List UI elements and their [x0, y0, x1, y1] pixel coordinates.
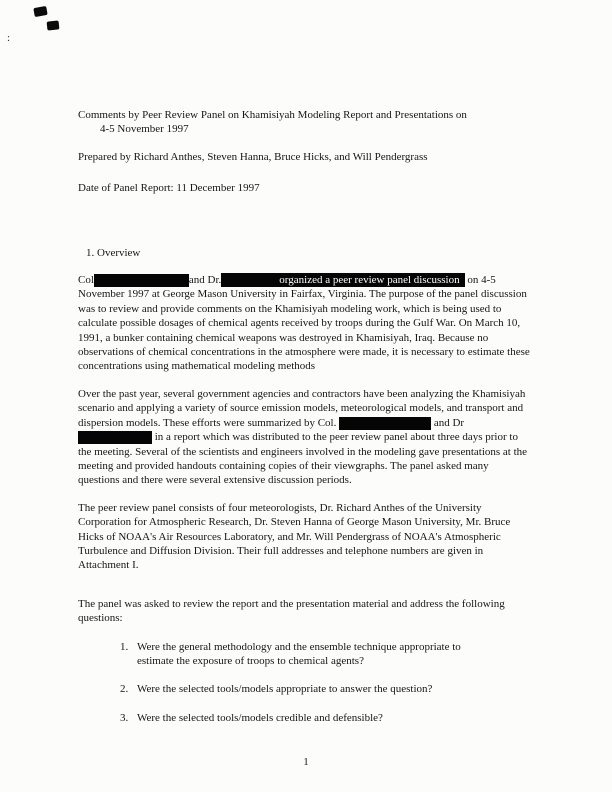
redacted-overlay-text: organized a peer review panel discussion — [279, 274, 460, 287]
question-number: 2. — [120, 683, 129, 696]
redaction-box — [94, 274, 189, 287]
p2-text-a: Over the past year, several government agencies and contractors have been analyzing the Khamisiyah scenario and applying a variety of source emission models, meteorological models, and transport and dispersion models. These efforts were summarized by Col. — [78, 387, 526, 429]
questions-list — [120, 640, 532, 726]
title-line-1: Comments by Peer Review Panel on Khamisiyah Modeling Report and Presentations on — [78, 109, 467, 121]
question-item-3 — [120, 711, 532, 725]
p2-text-c: in a report which was distributed to the peer review panel about three days prior to the meeting. Several of the scientists and engineers involved in the modeling gave presentations at the meeting and provided handouts containing copies of their viewgraphs. The panel asked many questions and there were several extensive discussion periods. — [78, 431, 528, 487]
title-line-2: 4-5 November 1997 — [100, 123, 189, 136]
paragraph-1 — [78, 273, 532, 374]
paragraph-2 — [78, 387, 532, 488]
redaction-box — [339, 417, 431, 430]
report-date-line: Date of Panel Report: 11 December 1997 — [78, 182, 260, 195]
section-heading-overview: 1. Overview — [86, 246, 141, 259]
redaction-box — [78, 431, 152, 444]
scan-artifact-blob — [47, 20, 60, 30]
question-item-1 — [120, 640, 532, 669]
p1-text-c: on 4-5 November 1997 at George Mason University in Fairfax, Virginia. The purpose of the panel discussion was to review and provide comments on the Khamisiyah modeling work, which is being used to calculate possible dosages of chemical agents received by troops during the Gulf War. On March 10, 1991, a bunker containing chemical weapons was destroyed in Khamisiyah, Iraq. Because no observations of chemical concentrations in the atmosphere were made, it is necessary to estimate these concentrations using mathematical modeling methods — [78, 274, 530, 373]
scan-artifact-colon: : — [7, 32, 11, 44]
question-item-2 — [120, 682, 532, 696]
page-number: 1 — [303, 756, 309, 768]
document-title — [78, 108, 532, 137]
question-number: 3. — [120, 711, 129, 724]
document-body — [78, 108, 532, 739]
paragraph-4: The panel was asked to review the report and the presentation material and address the following questions: — [78, 597, 505, 625]
p1-text-b: and Dr. — [188, 274, 222, 287]
question-text: Were the selected tools/models credible and defensible? — [137, 711, 383, 724]
scan-artifact-blob — [33, 6, 47, 17]
question-text: Were the selected tools/models appropriate to answer the question? — [137, 683, 433, 696]
question-text: Were the general methodology and the ensemble technique appropriate to estimate the exposure of troops to chemical agents? — [137, 640, 461, 667]
paragraph-3: The peer review panel consists of four meteorologists, Dr. Richard Anthes of the University Corporation for Atmospheric Research, Dr. Steven Hanna of George Mason University, Mr. Bruce Hicks of NOAA's Air Resources Laboratory, and Mr. Will Pendergrass of NOAA's Atmospheric Turbulence and Diffusion Division. Their full addresses and telephone numbers are given in Attachment I. — [78, 501, 511, 572]
prepared-by-line: Prepared by Richard Anthes, Steven Hanna, Bruce Hicks, and Will Pendergrass — [78, 150, 428, 163]
redaction-box-with-overlay-text — [221, 273, 464, 287]
p2-text-b: and Dr — [433, 416, 465, 429]
question-number: 1. — [120, 640, 129, 653]
p1-text-a: Col — [78, 274, 94, 287]
